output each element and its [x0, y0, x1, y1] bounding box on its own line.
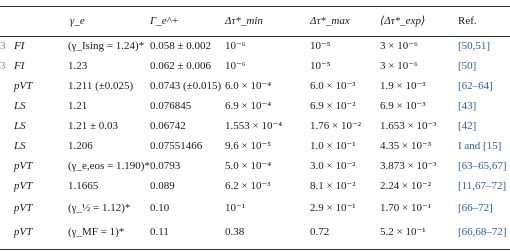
header-rule — [0, 36, 510, 37]
header-dtau-exp: ⟨Δτ*_exp⟩ — [380, 15, 426, 27]
cell-ref[interactable]: [50,51] — [458, 40, 491, 52]
cell-ref[interactable]: [50] — [458, 60, 477, 72]
top-rule — [0, 6, 510, 7]
cell-method: LS — [14, 120, 26, 132]
cell-ref[interactable]: [62–64] — [458, 80, 493, 92]
cell-gamma: 1.21 ± 0.03 — [68, 120, 119, 132]
cell-dtau-min: 0.38 — [225, 226, 245, 238]
header-ref: Ref. — [458, 15, 477, 27]
cell-gamma-plus: 0.058 ± 0.002 — [150, 40, 212, 52]
cell-ref[interactable]: I and [15] — [458, 140, 502, 152]
cell-dtau-max: 1.76 × 10⁻² — [310, 120, 362, 132]
cell-dtau-max: 0.72 — [310, 226, 330, 238]
cell-method: FI — [14, 40, 25, 52]
cell-dtau-exp: 4.35 × 10⁻³ — [380, 140, 432, 152]
cell-method: LS — [14, 100, 26, 112]
cell-gamma: 1.23 — [68, 60, 88, 72]
cell-gamma-plus: 0.089 — [150, 180, 175, 192]
cell-method: LS — [14, 140, 26, 152]
cell-dtau-min: 9.6 × 10⁻⁵ — [225, 140, 272, 152]
cell-gamma: (γ_½ = 1.12)* — [68, 202, 131, 214]
cell-dtau-max: 10⁻⁵ — [310, 60, 331, 72]
cell-dtau-exp: 5.2 × 10⁻¹ — [380, 226, 426, 238]
cell-ref[interactable]: [11,67–72] — [458, 180, 507, 192]
cell-dtau-exp: 6.9 × 10⁻³ — [380, 100, 426, 112]
cell-gamma-plus: 0.07551466 — [150, 140, 203, 152]
cell-dtau-max: 8.1 × 10⁻² — [310, 180, 356, 192]
cell-dtau-max: 6.9 × 10⁻² — [310, 100, 356, 112]
header-gamma-plus: Γ_e^+ — [150, 15, 179, 27]
cell-method: pVT — [14, 160, 33, 172]
cell-ref[interactable]: [66–72] — [458, 202, 493, 214]
cell-method: pVT — [14, 80, 33, 92]
cell-gamma: (γ_e,eos = 1.190)* — [68, 160, 150, 172]
cell-gamma-plus: 0.062 ± 0.006 — [150, 60, 212, 72]
row-edge-mark: 3 — [0, 60, 6, 72]
cell-dtau-exp: 1.70 × 10⁻¹ — [380, 202, 432, 214]
cell-ref[interactable]: [42] — [458, 120, 477, 132]
row-edge-mark: 3 — [0, 40, 6, 52]
cell-dtau-exp: 3 × 10⁻⁶ — [380, 40, 418, 52]
cell-dtau-min: 10⁻¹ — [225, 202, 246, 214]
cell-ref[interactable]: [63–65,67] — [458, 160, 507, 172]
cell-gamma: 1.206 — [68, 140, 93, 152]
cell-dtau-min: 5.0 × 10⁻⁴ — [225, 160, 272, 172]
cell-gamma-plus: 0.10 — [150, 202, 170, 214]
cell-gamma-plus: 0.11 — [150, 226, 169, 238]
cell-dtau-max: 6.0 × 10⁻³ — [310, 80, 356, 92]
cell-dtau-min: 10⁻⁶ — [225, 60, 246, 72]
cell-dtau-max: 2.9 × 10⁻¹ — [310, 202, 356, 214]
cell-gamma-plus: 0.0743 (±0.015) — [150, 80, 222, 92]
cell-dtau-min: 6.0 × 10⁻⁴ — [225, 80, 272, 92]
cell-dtau-exp: 3.873 × 10⁻³ — [380, 160, 437, 172]
cell-gamma: 1.211 (±0.025) — [68, 80, 134, 92]
cell-dtau-exp: 3 × 10⁻⁶ — [380, 60, 418, 72]
header-gamma-e: γ_e — [70, 15, 85, 27]
cell-gamma-plus: 0.06742 — [150, 120, 186, 132]
cell-ref[interactable]: [66,68–72] — [458, 226, 507, 238]
header-dtau-max: Δτ*_max — [310, 15, 350, 27]
cell-dtau-max: 3.0 × 10⁻² — [310, 160, 356, 172]
cell-gamma: (γ_MF = 1)* — [68, 226, 125, 238]
cell-dtau-min: 6.2 × 10⁻³ — [225, 180, 271, 192]
cell-dtau-max: 1.0 × 10⁻¹ — [310, 140, 356, 152]
cell-ref[interactable]: [43] — [458, 100, 477, 112]
cell-dtau-min: 10⁻⁶ — [225, 40, 246, 52]
cell-dtau-exp: 1.653 × 10⁻³ — [380, 120, 437, 132]
cell-gamma: 1.21 — [68, 100, 88, 112]
cell-gamma-plus: 0.0793 — [150, 160, 181, 172]
cell-method: pVT — [14, 226, 33, 238]
cell-dtau-exp: 2.24 × 10⁻² — [380, 180, 432, 192]
cell-dtau-min: 1.553 × 10⁻⁴ — [225, 120, 283, 132]
cell-gamma: (γ_Ising = 1.24)* — [68, 40, 145, 52]
header-dtau-min: Δτ*_min — [225, 15, 263, 27]
cell-method: FI — [14, 60, 25, 72]
cell-gamma-plus: 0.076845 — [150, 100, 192, 112]
cell-dtau-exp: 1.9 × 10⁻³ — [380, 80, 426, 92]
cell-method: pVT — [14, 180, 33, 192]
cell-dtau-max: 10⁻⁵ — [310, 40, 331, 52]
cell-dtau-min: 6.9 × 10⁻⁴ — [225, 100, 272, 112]
cell-gamma: 1.1665 — [68, 180, 99, 192]
bottom-rule — [0, 249, 510, 250]
cell-method: pVT — [14, 202, 33, 214]
